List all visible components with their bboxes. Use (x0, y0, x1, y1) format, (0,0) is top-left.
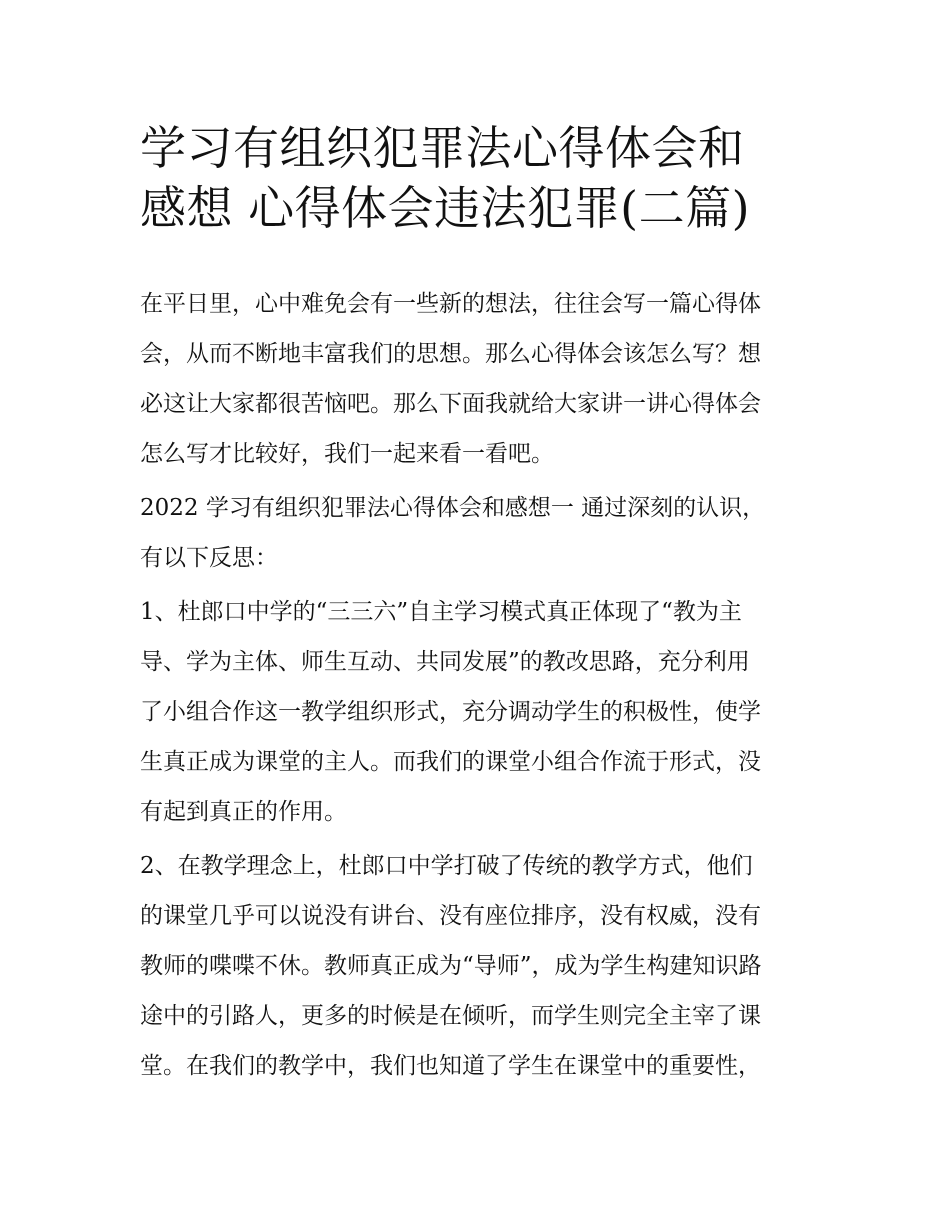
paragraph-point-2 (140, 841, 830, 1091)
text-line: 1、杜郎口中学的“三三六”自主学习模式真正体现了“教为主 (140, 599, 742, 625)
text-line: 2、在教学理念上，杜郎口中学打破了传统的教学方式，他们 (140, 853, 753, 879)
title-line: 学习有组织犯罪法心得体会和 (140, 121, 745, 175)
title-line: 感想 心得体会违法犯罪(二篇) (140, 181, 751, 235)
text-line: 的课堂几乎可以说没有讲台、没有座位排序，没有权威，没有 (140, 903, 761, 929)
text-line: 会，从而不断地丰富我们的思想。那么心得体会该怎么写？想 (140, 341, 761, 367)
text-line: 堂。在我们的教学中，我们也知道了学生在课堂中的重要性， (140, 1053, 761, 1079)
text-line: 怎么写才比较好，我们一起来看一看吧。 (140, 441, 554, 467)
document-body (140, 279, 830, 1095)
text-line: 2022 学习有组织犯罪法心得体会和感想一 通过深刻的认识， (140, 495, 766, 521)
text-line: 必这让大家都很苦恼吧。那么下面我就给大家讲一讲心得体会 (140, 391, 761, 417)
text-line: 途中的引路人，更多的时候是在倾听，而学生则完全主宰了课 (140, 1003, 761, 1029)
text-line: 教师的喋喋不休。教师真正成为“导师”，成为学生构建知识路 (140, 953, 762, 979)
text-line: 了小组合作这一教学组织形式，充分调动学生的积极性，使学 (140, 699, 761, 725)
text-line: 在平日里，心中难免会有一些新的想法，往往会写一篇心得体 (140, 291, 761, 317)
paragraph-section-heading (140, 483, 830, 583)
paragraph-point-1 (140, 587, 830, 837)
paragraph-intro (140, 279, 830, 479)
text-line: 导、学为主体、师生互动、共同发展”的教改思路，充分利用 (140, 649, 750, 675)
text-line: 有起到真正的作用。 (140, 799, 347, 825)
text-line: 有以下反思： (140, 545, 278, 571)
document-title (140, 118, 820, 238)
text-line: 生真正成为课堂的主人。而我们的课堂小组合作流于形式，没 (140, 749, 761, 775)
